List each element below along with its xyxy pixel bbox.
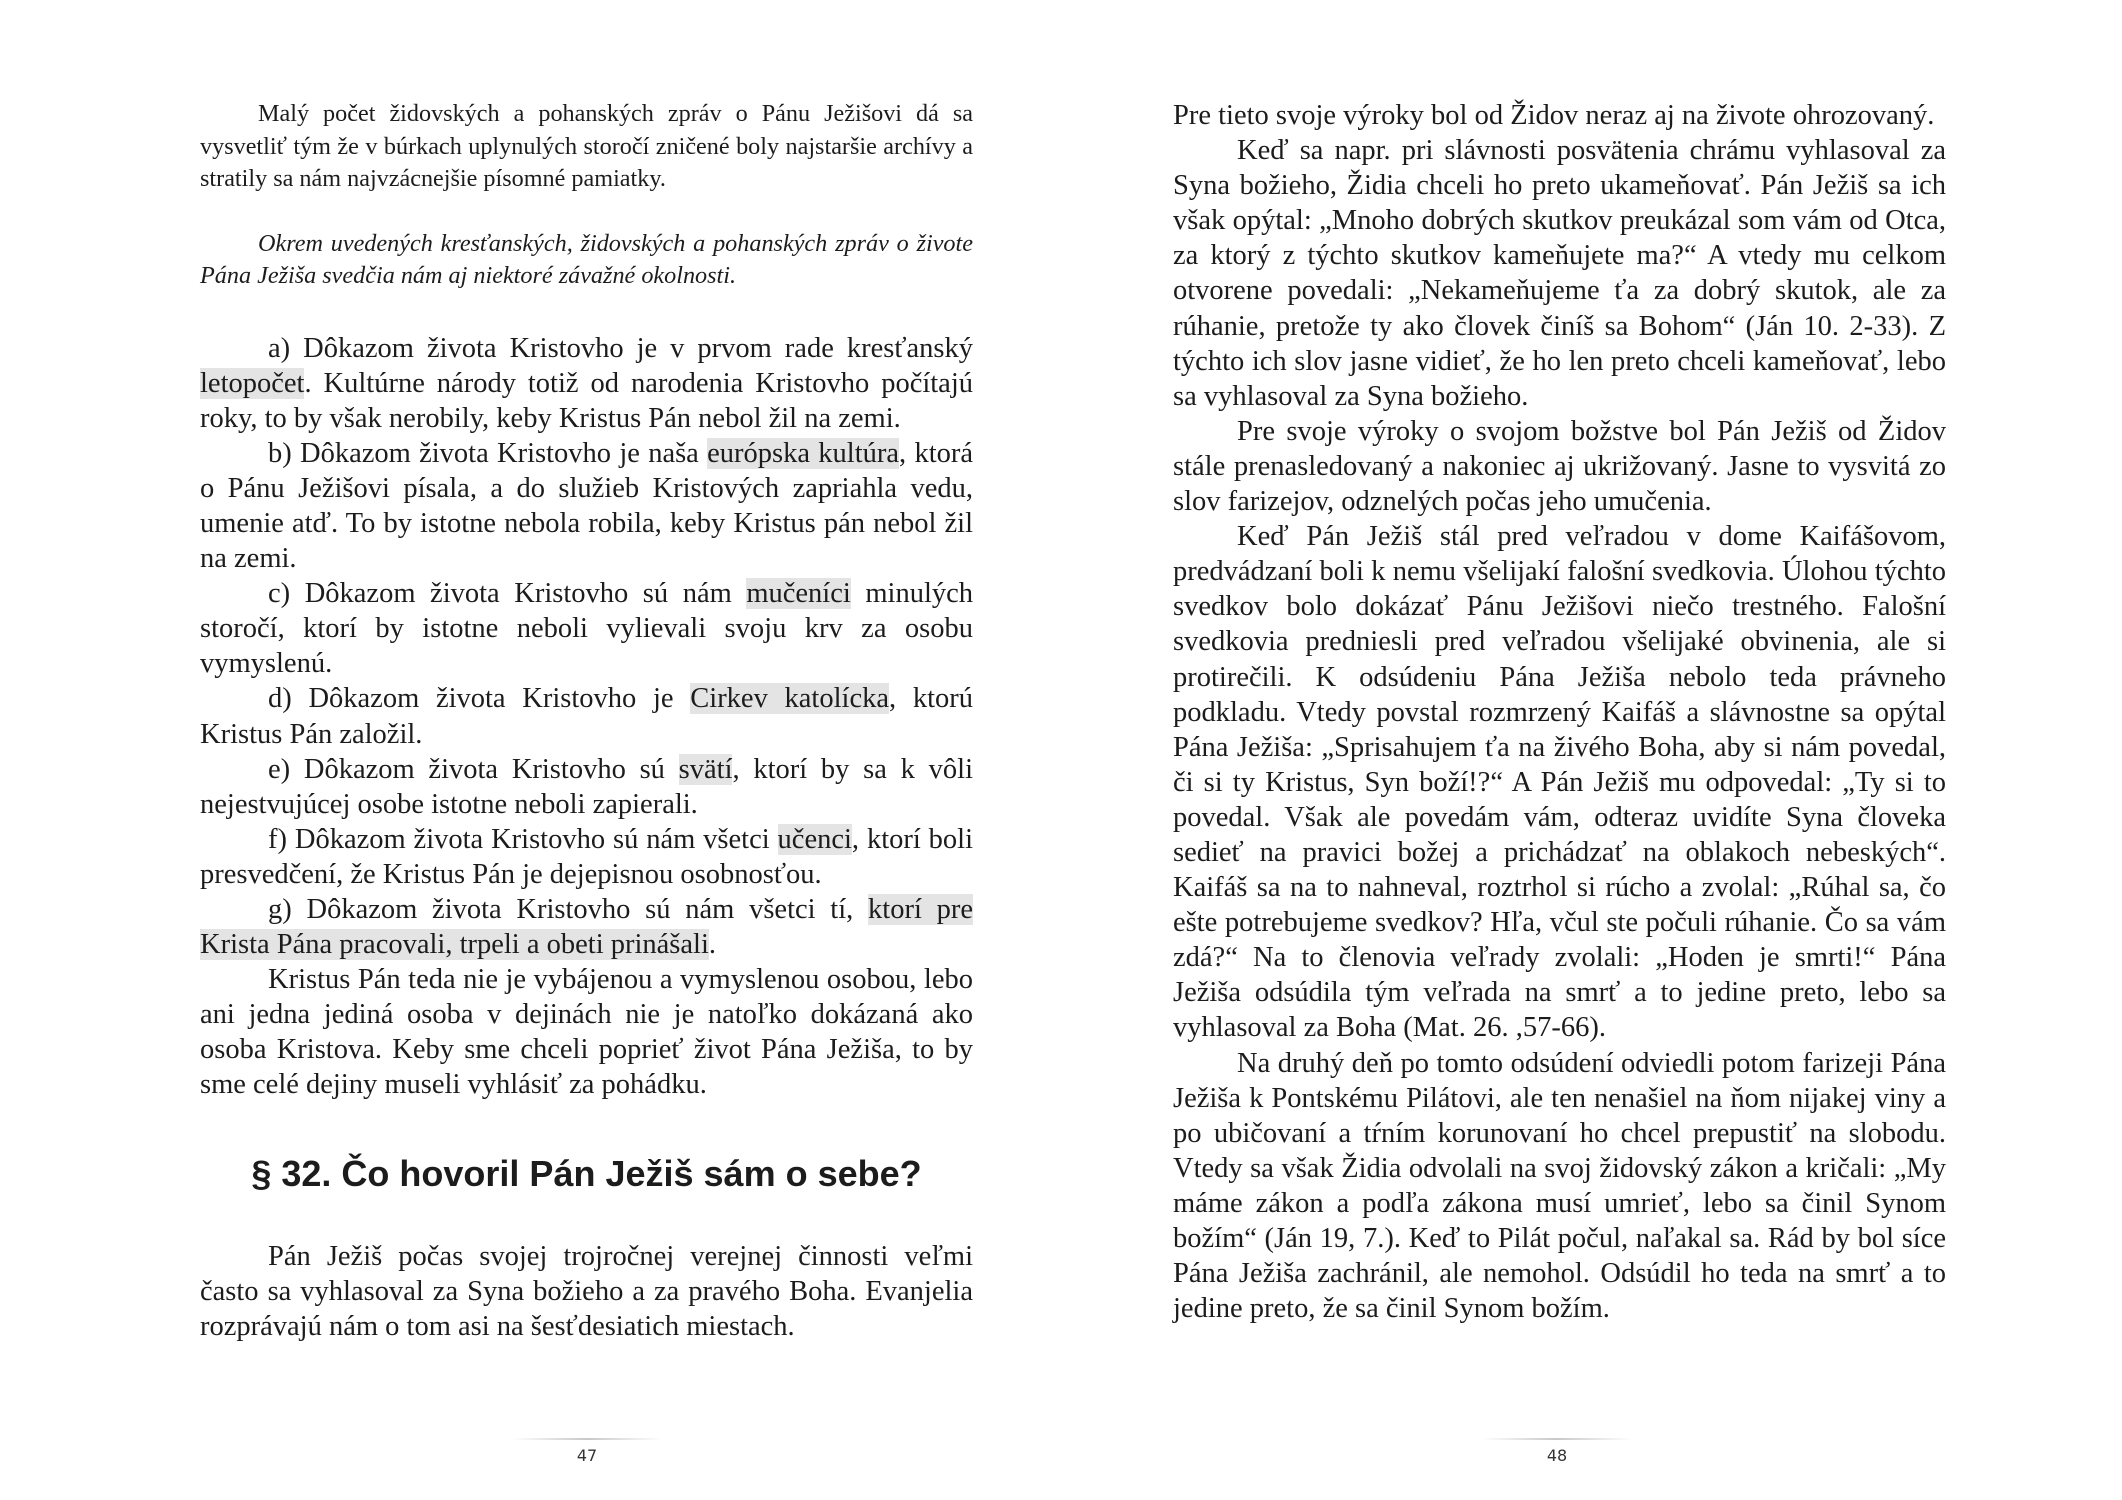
highlighted-term: ktorí pre Krista Pána pracovali, trpeli a obeti prinášali <box>200 894 973 961</box>
page-footer <box>1457 1438 1657 1465</box>
body-paragraph: Na druhý deň po tomto odsúdení odviedli potom farizeji Pána Ježiša k Pontskému Pilátovi, ale ten nenašiel na ňom nijakej viny a po ubičovaní a tŕním korunovaní ho chcel prepustiť na slobodu. Vtedy sa však Židia odvolali na svoj židovský zákon a kričali: „My máme zákon a podľa zákona musí umrieť, lebo sa činil Synom božím“ (Ján 19, 7.). Keď to Pilát počul, naľakal sa. Rád by bol síce Pána Ježiša zachránil, ale nemohol. Odsúdil ho teda na smrť a to jedine preto, že sa činil Synom božím. <box>1173 1047 1946 1325</box>
highlighted-term: svätí <box>678 753 733 785</box>
footer-divider <box>1482 1438 1632 1440</box>
highlighted-term: letopočet <box>200 367 305 399</box>
intro-paragraph: Malý počet židovských a pohanských zpráv o Pánu Ježišovi dá sa vysvetliť tým že v búrkach uplynulých storočí zničené boly najstaršie archívy a stratily sa nám najvzácnejšie písomné pamiatky. <box>200 100 973 192</box>
proof-item: b) Dôkazom života Kristovho je naša európska kultúra, ktorá o Pánu Ježišovi písala, a do služieb Kristových zapriahla vedu, umenie atď. To by istotne nebola robila, keby Kristus pán nebol žil na zemi. <box>200 437 974 575</box>
proof-item: f) Dôkazom života Kristovho sú nám všetci učenci, ktorí boli presvedčení, že Kristus Pán je dejepisnou osobnosťou. <box>200 823 973 890</box>
page-footer <box>487 1438 687 1465</box>
section-paragraph: Pán Ježiš počas svojej trojročnej verejnej činnosti veľmi často sa vyhlasoval za Syna božieho a za pravého Boha. Evanjelia rozprávajú nám o tom asi na šesťdesiatich miestach. <box>200 1240 973 1342</box>
conclusion-paragraph: Kristus Pán teda nie je vybájenou a vymyslenou osobou, lebo ani jedna jediná osoba v dejinách nie je natoľko dokázaná ako osoba Kristova. Keby sme chceli poprieť život Pána Ježiša, to by sme celé dejiny museli vyhlásiť za pohádku. <box>200 964 973 1101</box>
highlighted-term: mučeníci <box>746 578 851 610</box>
section-heading: § 32. Čo hovoril Pán Ježiš sám o sebe? <box>251 1152 922 1194</box>
proof-item: d) Dôkazom života Kristovho je Cirkev katolícka, ktorú Kristus Pán založil. <box>200 683 973 750</box>
intro-italic-paragraph: Okrem uvedených kresťanských, židovských a pohanských zpráv o živote Pána Ježiša svedčia nám aj niektoré závažné okolnosti. <box>200 229 973 289</box>
right-page <box>1061 0 2122 1500</box>
proof-item: a) Dôkazom života Kristovho je v prvom rade kresťanský letopočet. Kultúrne národy totiž od narodenia Kristovho počítajú roky, to by však nerobily, keby Kristus Pán nebol žil na zemi. <box>200 332 973 434</box>
body-paragraph: Keď Pán Ježiš stál pred veľradou v dome Kaifášovom, predvádzaní boli k nemu všelijakí falošní svedkovia. Úlohou týchto svedkov bolo dokázať Pánu Ježišovi niečo trestného. Falošní svedkovia predniesli pred veľradou všelijaké obvinenia, ale si protirečili. K odsúdeniu Pána Ježiša nebolo teda právneho podkladu. Vtedy povstal rozmrzený Kaifáš a slávnostne sa opýtal Pána Ježiša: „Sprisahujem ťa na živého Boha, aby si nám povedal, či si ty Kristus, Syn boží!?“ A Pán Ježiš mu odpovedal: „Ty si to povedal. Však ale povedám vám, odteraz uvidíte Syna človeka sedieť na pravici božej a prichádzať na oblakoch nebeských“. Kaifáš sa na to nahneval, roztrhol si rúcho a zvolal: „Rúhal sa, čo ešte potrebujeme svedkov? Hľa, včul ste počuli rúhanie. Čo sa vám zdá?“ Na to členovia veľrady zvolali: „Hoden je smrti!“ Pána Ježiša odsúdila tým veľrada na smrť a to jedine preto, lebo sa vyhlasoval za Boha (Mat. 26. ,57-66). <box>1173 521 1946 1044</box>
body-paragraph: Pre svoje výroky o svojom božstve bol Pán Ježiš od Židov stále prenasledovaný a nakoniec aj ukrižovaný. Jasne to vysvitá zo slov farizejov, odznelých počas jeho umučenia. <box>1173 415 1946 518</box>
left-text-column <box>200 98 973 1344</box>
highlighted-term: Cirkev katolícka <box>690 683 889 715</box>
highlighted-term: európska kultúra <box>707 437 900 469</box>
body-paragraph: Pre tieto svoje výroky bol od Židov neraz aj na živote ohrozovaný. <box>1173 100 1935 131</box>
proof-item: e) Dôkazom života Kristovho sú svätí, ktorí by sa k vôli nejestvujúcej osobe istotne neboli zapierali. <box>200 753 973 820</box>
right-text-column <box>1173 98 1946 1326</box>
highlighted-term: učenci <box>777 823 852 855</box>
body-paragraph: Keď sa napr. pri slávnosti posvätenia chrámu vyhlasoval za Syna božieho, Židia chceli ho preto ukameňovať. Pán Ježiš sa ich však opýtal: „Mnoho dobrých skutkov preukázal som vám od Otca, za ktorý z týchto skutkov kameňujete ma?“ A vtedy mu celkom otvorene povedali: „Nekameňujeme ťa za dobrý skutok, ale za rúhanie, pretože ty ako človek činíš sa Bohom“ (Ján 10. 2-33). Z týchto ich slov jasne vidieť, že ho len preto chceli kameňovať, lebo sa vyhlasoval za Syna božieho. <box>1173 135 1946 412</box>
page-number: 47 <box>576 1446 598 1465</box>
footer-divider <box>512 1438 662 1440</box>
proof-item: g) Dôkazom života Kristovho sú nám všetci tí, ktorí pre Krista Pána pracovali, trpeli a obeti prinášali. <box>200 894 973 961</box>
page-number: 48 <box>1546 1446 1568 1465</box>
proof-item: c) Dôkazom života Kristovho sú nám mučeníci minulých storočí, ktorí by istotne neboli vylievali svoju krv za osobu vymyslenú. <box>200 578 974 680</box>
